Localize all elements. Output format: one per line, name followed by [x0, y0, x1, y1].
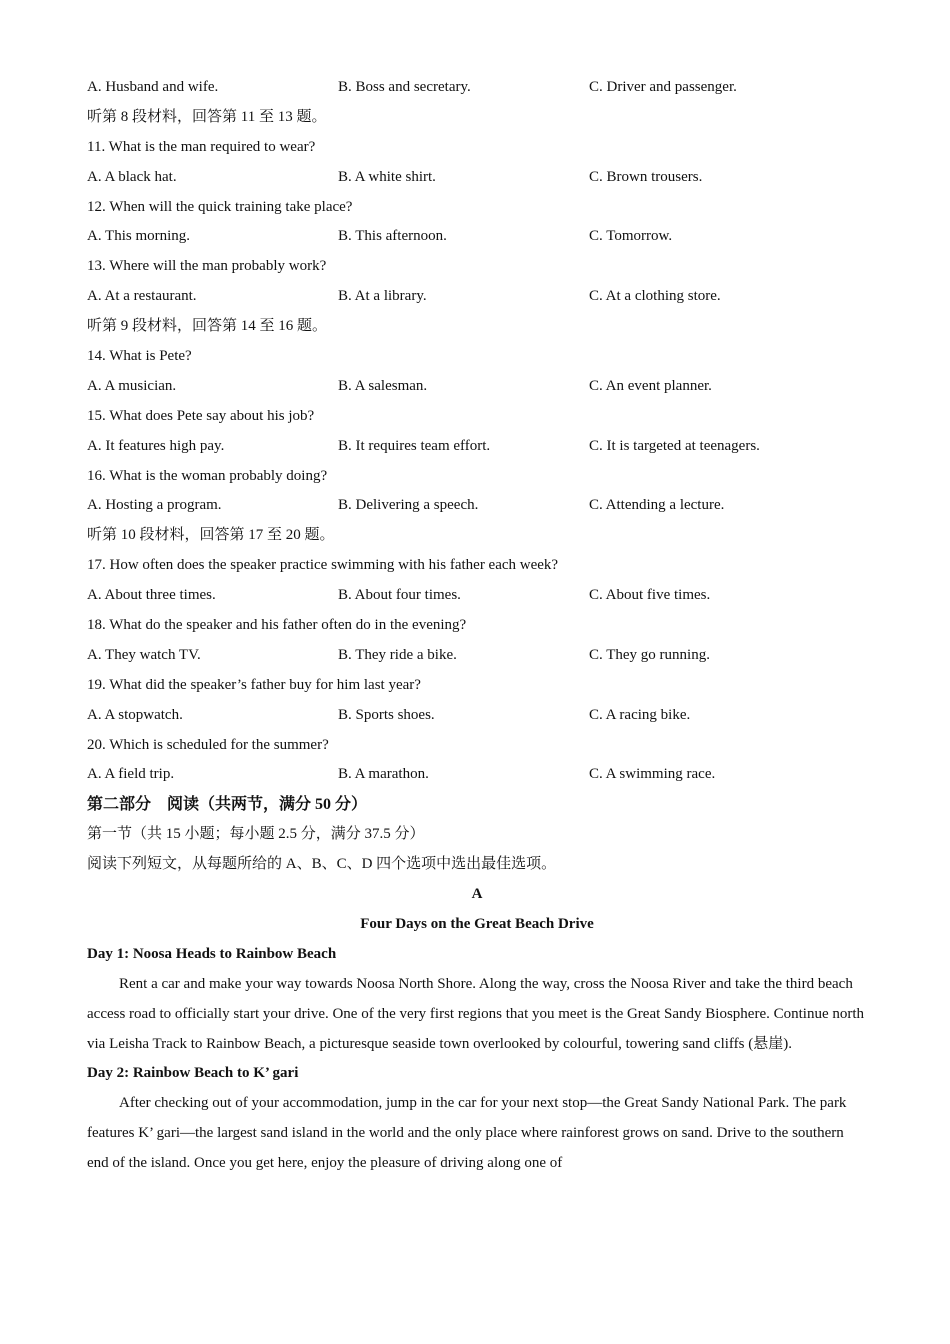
question-17: 17. How often does the speaker practice swimming with his father each week? — [87, 557, 559, 574]
option-a: A. It features high pay. — [87, 437, 225, 454]
option-a: A. A musician. — [87, 377, 177, 394]
option-b: B. It requires team effort. — [338, 437, 491, 454]
q18-options — [87, 641, 867, 671]
option-b: B. Boss and secretary. — [338, 79, 471, 95]
question-19: 19. What did the speaker’s father buy for him last year? — [87, 676, 421, 693]
option-b: B. A marathon. — [338, 766, 429, 783]
option-c: C. Tomorrow. — [589, 228, 673, 245]
option-b: B. A white shirt. — [338, 168, 436, 185]
option-a: A. A field trip. — [87, 766, 175, 783]
day1-heading: Day 1: Noosa Heads to Rainbow Beach — [87, 945, 337, 962]
option-b: B. At a library. — [338, 288, 427, 305]
question-16: 16. What is the woman probably doing? — [87, 467, 328, 484]
option-b: B. This afternoon. — [338, 228, 447, 245]
part2-section1: 第一节（共 15 小题；每小题 2.5 分，满分 37.5 分） — [87, 826, 425, 843]
question-20: 20. Which is scheduled for the summer? — [87, 736, 329, 753]
part2-instruction: 阅读下列短文，从每题所给的 A、B、C、D 四个选项中选出最佳选项。 — [87, 856, 557, 873]
option-a: A. A stopwatch. — [87, 706, 183, 723]
listening-instruction-8: 听第 8 段材料，回答第 11 至 13 题。 — [87, 108, 327, 125]
option-b: B. Sports shoes. — [338, 706, 435, 723]
option-c: C. Driver and passenger. — [589, 79, 737, 95]
option-b: B. About four times. — [338, 587, 461, 604]
option-c: C. It is targeted at teenagers. — [589, 437, 760, 454]
passage-letter: A — [471, 886, 483, 903]
question-12: 12. When will the quick training take place? — [87, 198, 353, 215]
q19-options — [87, 701, 867, 731]
part2-title: 第二部分 阅读（共两节，满分 50 分） — [87, 796, 368, 814]
day1-paragraph: Rent a car and make your way towards Noosa North Shore. Along the way, cross the Noosa River and take the third beach access road to officially start your drive. One of the very first regions that you meet is the Great Sandy Biosphere. Continue north via Leisha Track to Rainbow Beach, a picturesque seaside town overlooked by colourful, towering sand cliffs (悬崖). — [87, 975, 865, 1052]
question-15: 15. What does Pete say about his job? — [87, 407, 315, 424]
q14-options — [87, 372, 867, 402]
q11-options — [87, 163, 867, 193]
passage-title: Four Days on the Great Beach Drive — [360, 915, 594, 932]
option-c: C. An event planner. — [589, 377, 712, 394]
option-b: B. A salesman. — [338, 377, 428, 394]
listening-instruction-10: 听第 10 段材料，回答第 17 至 20 题。 — [87, 527, 335, 544]
day2-paragraph: After checking out of your accommodation, jump in the car for your next stop—the Great Sandy National Park. The park features K’ gari—the largest sand island in the world and the only place where rainforest grows on sand. Drive to the southern end of the island. Once you get here, enjoy the pleasure of driving along one of — [87, 1095, 847, 1172]
q20-options — [87, 760, 867, 790]
option-c: C. They go running. — [589, 646, 710, 663]
option-c: C. A racing bike. — [589, 706, 691, 723]
question-11: 11. What is the man required to wear? — [87, 138, 316, 155]
option-c: C. About five times. — [589, 587, 711, 604]
option-a: A. At a restaurant. — [87, 288, 197, 305]
option-a: A. This morning. — [87, 228, 191, 245]
q17-options — [87, 581, 867, 611]
q16-options — [87, 491, 867, 521]
option-c: C. Attending a lecture. — [589, 497, 725, 514]
option-c: C. At a clothing store. — [589, 288, 721, 305]
question-13: 13. Where will the man probably work? — [87, 258, 327, 275]
option-a: A. Husband and wife. — [87, 79, 219, 95]
page-content — [87, 73, 867, 1179]
day2-heading: Day 2: Rainbow Beach to K’ gari — [87, 1065, 299, 1082]
option-a: A. About three times. — [87, 587, 216, 604]
option-a: A. A black hat. — [87, 168, 177, 185]
option-a: A. They watch TV. — [87, 646, 201, 663]
question-18: 18. What do the speaker and his father often do in the evening? — [87, 617, 467, 634]
option-c: C. Brown trousers. — [589, 168, 703, 185]
q13-options — [87, 282, 867, 312]
option-b: B. They ride a bike. — [338, 646, 457, 663]
listening-instruction-9: 听第 9 段材料，回答第 14 至 16 题。 — [87, 318, 328, 335]
q10-options — [87, 73, 867, 103]
question-14: 14. What is Pete? — [87, 348, 192, 365]
q15-options — [87, 432, 867, 462]
q12-options — [87, 222, 867, 252]
option-b: B. Delivering a speech. — [338, 497, 479, 514]
option-a: A. Hosting a program. — [87, 497, 222, 514]
option-c: C. A swimming race. — [589, 766, 716, 783]
